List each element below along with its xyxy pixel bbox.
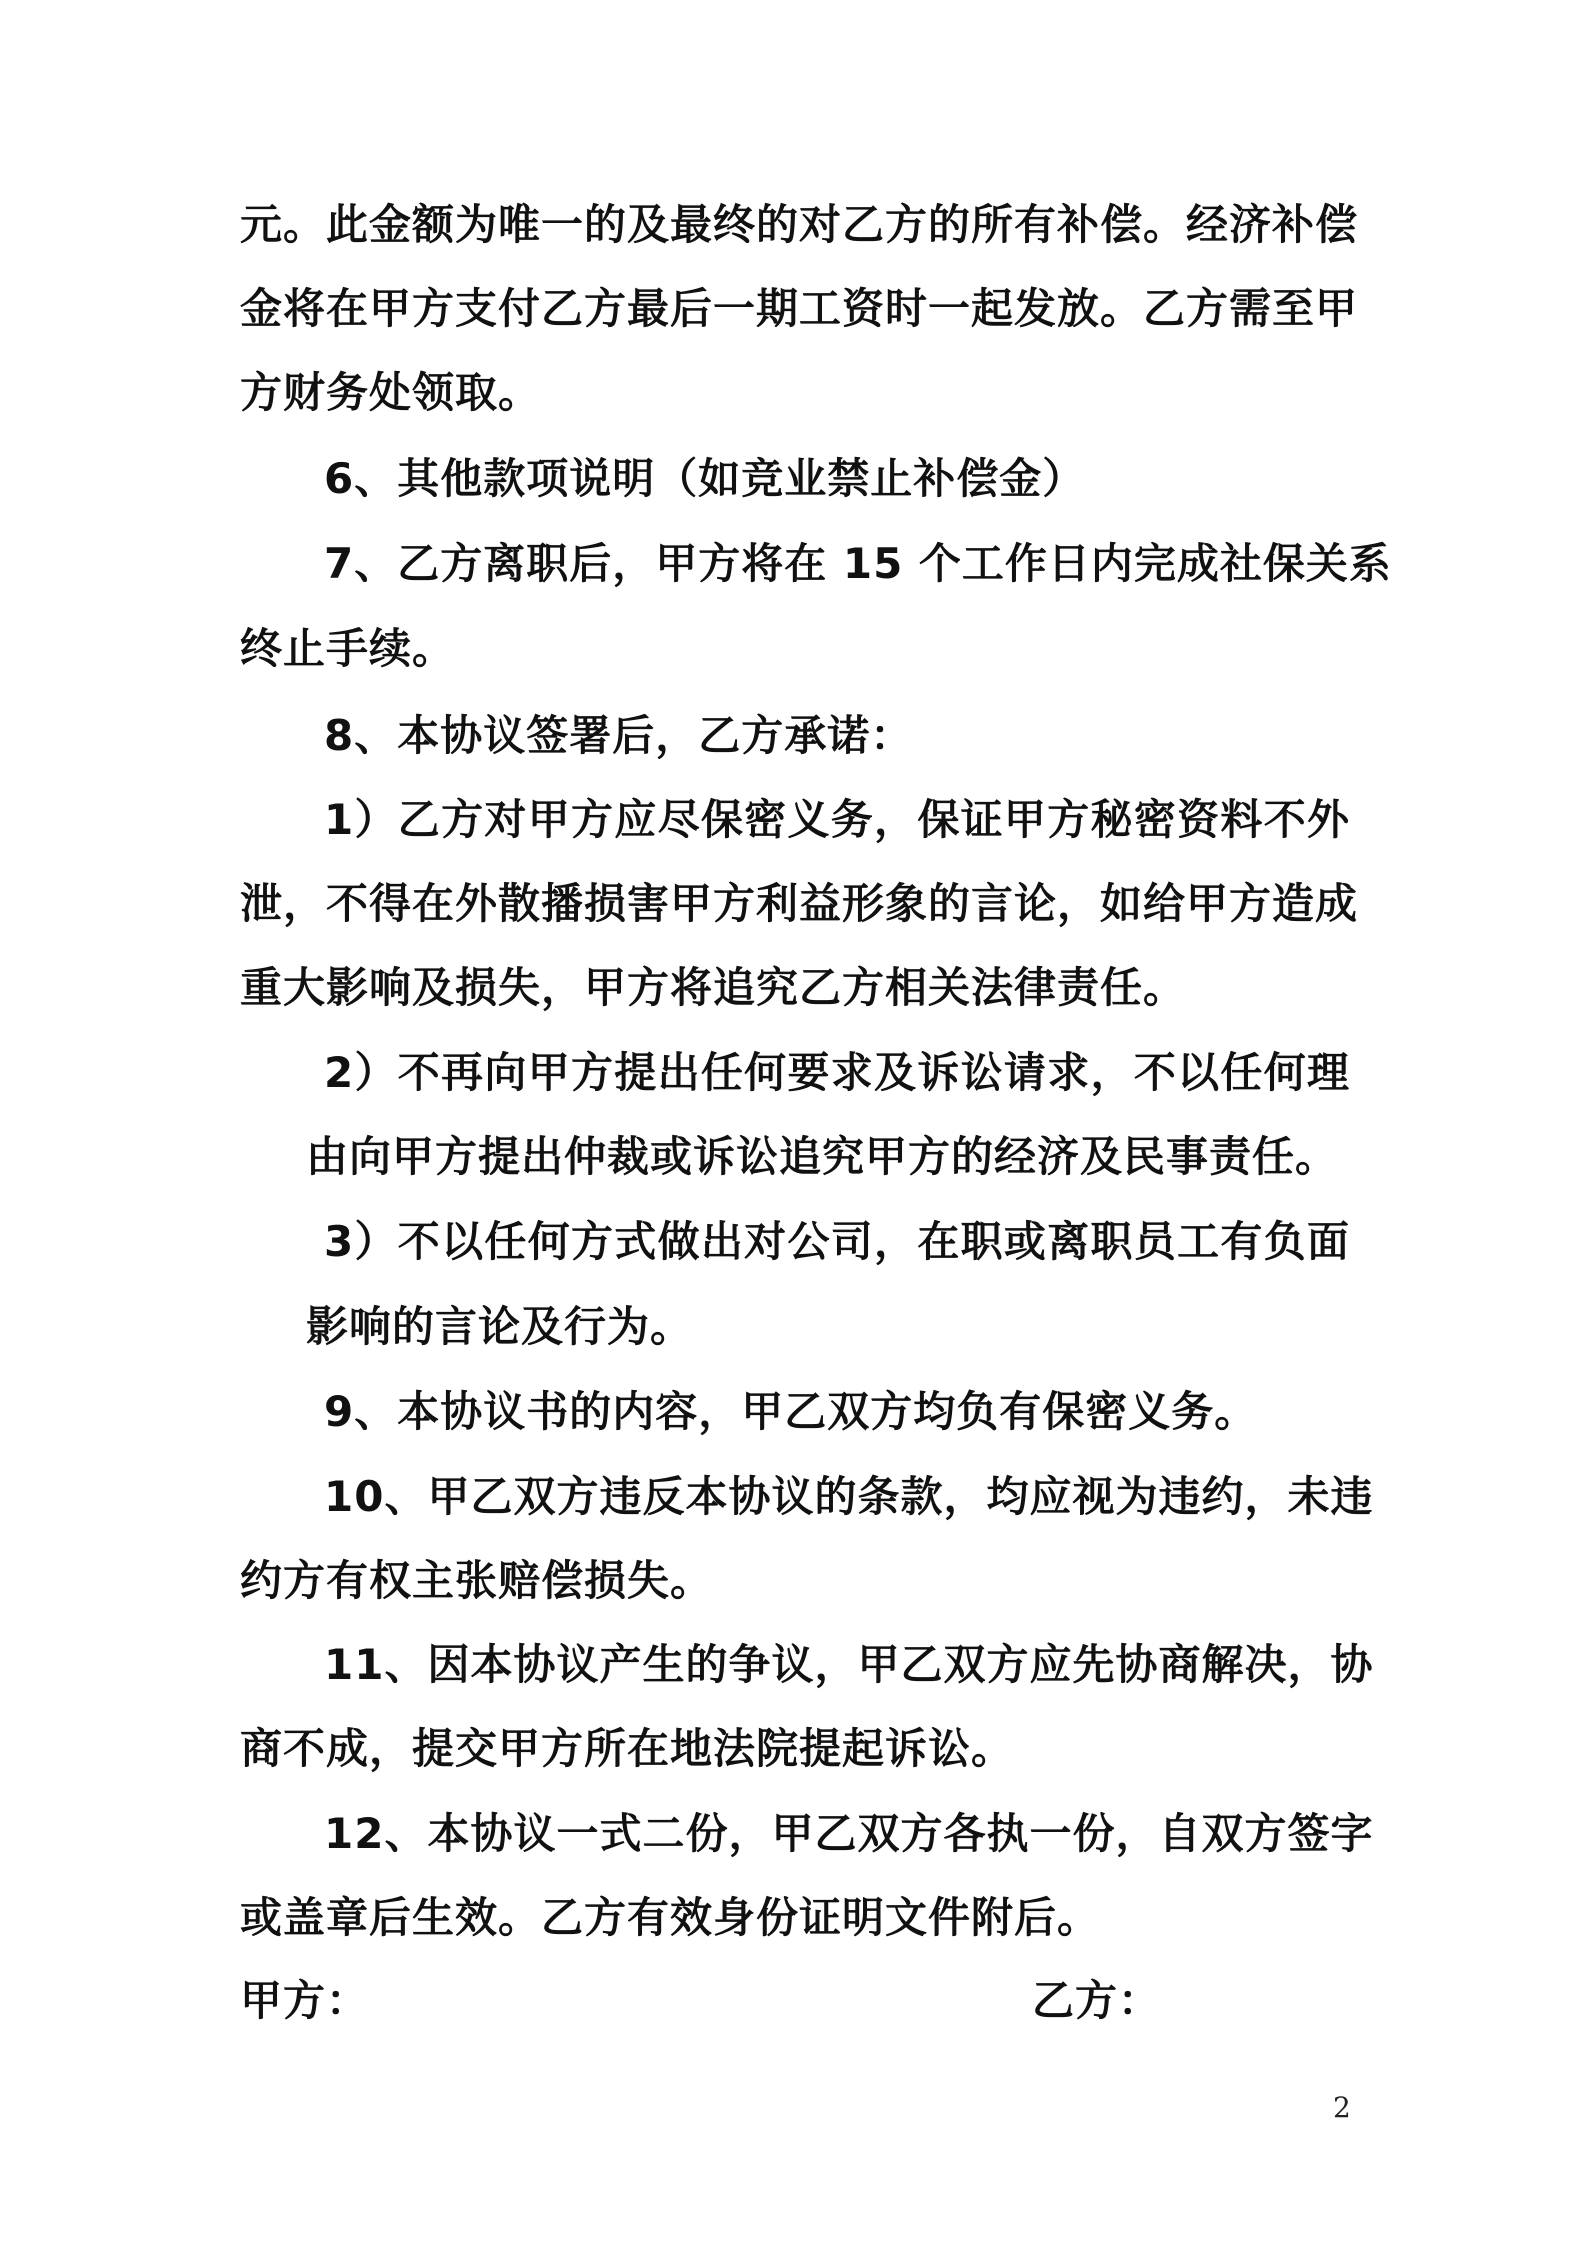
party-b-signature-label: 乙方： [1032, 1976, 1162, 2025]
text-line: 8、本协议签署后，乙方承诺： [324, 711, 914, 760]
text-line: 6、其他款项说明（如竞业禁止补偿金） [324, 454, 1086, 503]
text-line: 11、因本协议产生的争议，甲乙双方应先协商解决，协 [324, 1640, 1374, 1689]
text-line: 2）不再向甲方提出任何要求及诉讼请求，不以任何理 [324, 1048, 1350, 1097]
party-a-signature-label: 甲方： [240, 1976, 370, 2025]
text-line: 7、乙方离职后，甲方将在 15 个工作日内完成社保关系 [324, 539, 1392, 588]
text-line: 泄，不得在外散播损害甲方利益形象的言论，如给甲方造成 [240, 879, 1359, 928]
text-line: 元。此金额为唯一的及最终的对乙方的所有补偿。经济补偿 [240, 200, 1359, 249]
text-line: 金将在甲方支付乙方最后一期工资时一起发放。乙方需至甲 [240, 284, 1359, 333]
text-line: 12、本协议一式二份，甲乙双方各执一份，自双方签字 [324, 1809, 1374, 1858]
text-line: 商不成，提交甲方所在地法院提起诉讼。 [240, 1724, 1015, 1773]
text-line: 3）不以任何方式做出对公司，在职或离职员工有负面 [324, 1217, 1350, 1266]
text-line: 由向甲方提出仲裁或诉讼追究甲方的经济及民事责任。 [306, 1132, 1339, 1181]
text-line: 1）乙方对甲方应尽保密义务，保证甲方秘密资料不外 [324, 795, 1350, 844]
text-line: 影响的言论及行为。 [306, 1302, 694, 1351]
text-line: 9、本协议书的内容，甲乙双方均负有保密义务。 [324, 1387, 1258, 1436]
text-line: 约方有权主张赔偿损失。 [240, 1556, 714, 1605]
text-line: 方财务处领取。 [240, 368, 542, 417]
text-line: 10、甲乙双方违反本协议的条款，均应视为违约，未违 [324, 1472, 1374, 1521]
text-line: 或盖章后生效。乙方有效身份证明文件附后。 [240, 1893, 1101, 1942]
text-line: 终止手续。 [240, 624, 456, 673]
text-line: 重大影响及损失，甲方将追究乙方相关法律责任。 [240, 963, 1187, 1012]
page-number: 2 [1333, 2091, 1351, 2124]
